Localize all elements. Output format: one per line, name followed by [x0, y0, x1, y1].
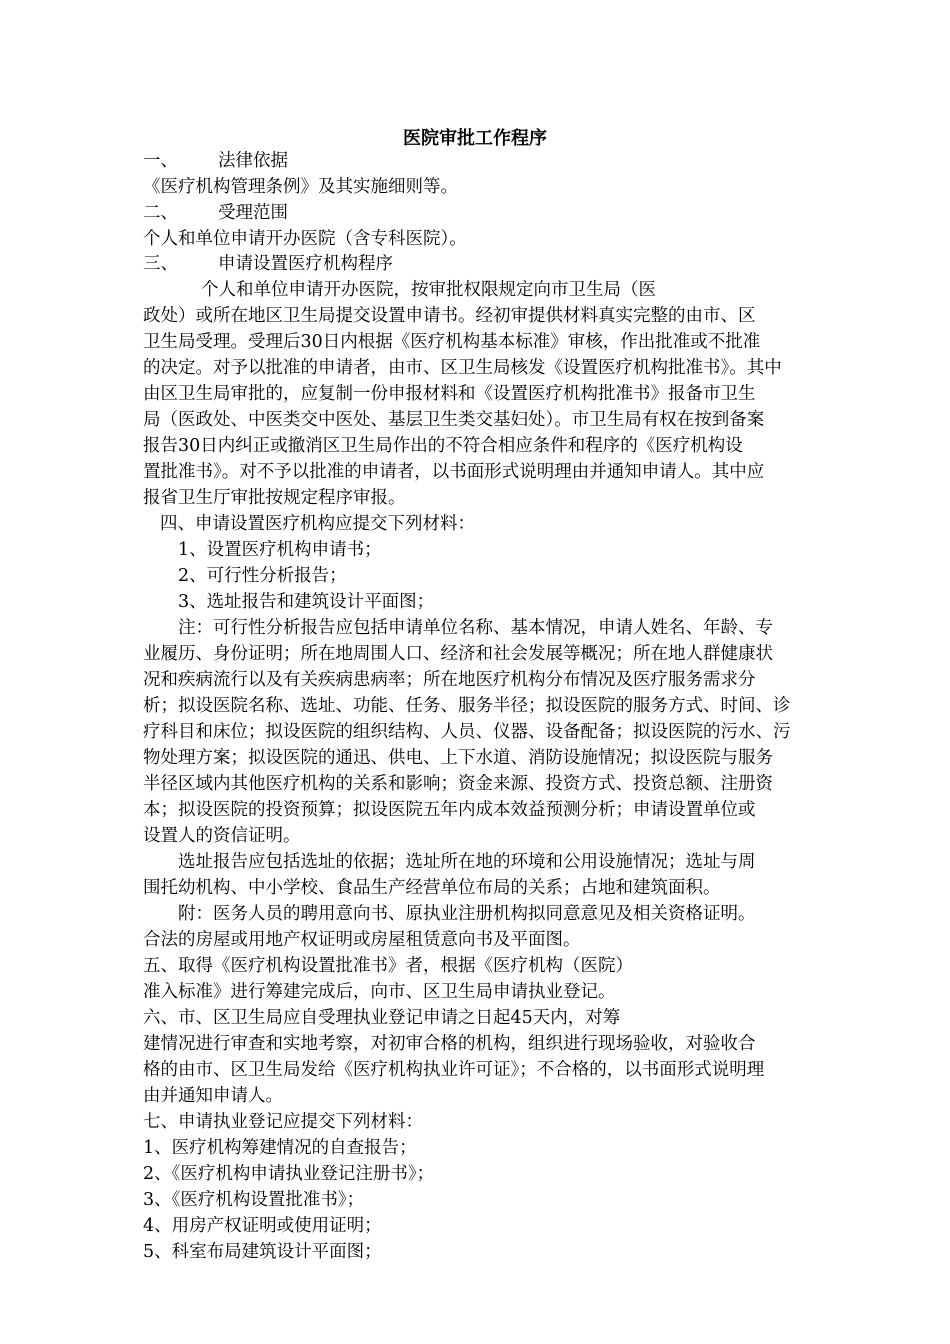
- section-3-heading: [143, 251, 393, 277]
- site-report-line: 选址报告应包括选址的依据；选址所在地的环境和公用设施情况；选址与周: [178, 852, 756, 872]
- document-title: 医院审批工作程序: [403, 128, 547, 149]
- section-7-item: 3、《医疗机构设置批准书》；: [143, 1190, 365, 1210]
- note-line: 本；拟设医院的投资预算；拟设医院五年内成本效益预测分析；申请设置单位或: [143, 800, 756, 820]
- section-2-number: 二、: [143, 203, 178, 223]
- section-3-line: 政处）或所在地区卫生局提交设置申请书。经初审提供材料真实完整的由市、区: [143, 306, 756, 326]
- section-7-item: 4、用房产权证明或使用证明；: [143, 1216, 382, 1236]
- section-1-heading: [143, 148, 288, 174]
- section-6-line: 建情况进行审查和实地考察，对初审合格的机构，组织进行现场验收，对验收合: [143, 1034, 756, 1054]
- section-3-line: 置批准书》。对不予以批准的申请者，以书面形式说明理由并通知申请人。其中应: [143, 462, 765, 482]
- section-1-text: 《医疗机构管理条例》及其实施细则等。: [143, 177, 458, 197]
- section-3-line: 的决定。对予以批准的申请者，由市、区卫生局核发《设置医疗机构批准书》。其中: [143, 358, 782, 378]
- note-line: 业履历、身份证明；所在地周围人口、经济和社会发展等概况；所在地人群健康状: [143, 644, 773, 664]
- section-4-heading: 四、申请设置医疗机构应提交下列材料：: [160, 514, 475, 534]
- section-7-item: 1、医疗机构筹建情况的自查报告；: [143, 1138, 417, 1158]
- section-3-line: 由区卫生局审批的，应复制一份申报材料和《设置医疗机构批准书》报备市卫生: [143, 384, 756, 404]
- section-5-line: 五、取得《医疗机构设置批准书》者，根据《医疗机构（医院）: [143, 956, 633, 976]
- note-line: 半径区域内其他医疗机构的关系和影响；资金来源、投资方式、投资总额、注册资: [143, 774, 773, 794]
- section-3-line: 局（医政处、中医类交中医处、基层卫生类交基妇处）。市卫生局有权在按到备案: [143, 410, 765, 430]
- section-4-item: 2、可行性分析报告；: [178, 566, 347, 586]
- section-4-item: 1、设置医疗机构申请书；: [178, 540, 382, 560]
- section-2-title: 受理范围: [218, 203, 288, 223]
- section-7-item: 5、科室布局建筑设计平面图；: [143, 1242, 382, 1262]
- section-6-line: 由并通知申请人。: [143, 1086, 283, 1106]
- site-report-line: 围托幼机构、中小学校、食品生产经营单位布局的关系；占地和建筑面积。: [143, 878, 721, 898]
- note-line: 况和疾病流行以及有关疾病患病率；所在地医疗机构分布情况及医疗服务需求分: [143, 670, 756, 690]
- note-line: 设置人的资信证明。: [143, 826, 301, 846]
- attachment-line: 合法的房屋或用地产权证明或房屋租赁意向书及平面图。: [143, 930, 581, 950]
- attachment-line: 附：医务人员的聘用意向书、原执业注册机构拟同意意见及相关资格证明。: [178, 904, 756, 924]
- section-2-heading: [143, 200, 288, 226]
- section-3-number: 三、: [143, 254, 178, 274]
- section-3-line: 报告30日内纠正或撤消区卫生局作出的不符合相应条件和程序的《医疗机构设: [143, 436, 743, 456]
- section-1-number: 一、: [143, 151, 178, 171]
- note-line: 疗科目和床位；拟设医院的组织结构、人员、仪器、设备配备；拟设医院的污水、污: [143, 722, 791, 742]
- note-line: 析；拟设医院名称、选址、功能、任务、服务半径；拟设医院的服务方式、时间、诊: [143, 696, 791, 716]
- section-4-item: 3、选址报告和建筑设计平面图；: [178, 592, 435, 612]
- section-6-line: 六、市、区卫生局应自受理执业登记申请之日起45天内，对筹: [143, 1008, 621, 1028]
- section-3-line: 个人和单位申请开办医院，按审批权限规定向市卫生局（医: [201, 280, 656, 300]
- section-2-text: 个人和单位申请开办医院（含专科医院）。: [143, 229, 467, 249]
- section-6-line: 格的由市、区卫生局发给《医疗机构执业许可证》；不合格的，以书面形式说明理: [143, 1060, 765, 1080]
- note-line: 物处理方案；拟设医院的通迅、供电、上下水道、消防设施情况；拟设医院与服务: [143, 748, 773, 768]
- section-3-line: 报省卫生厅审批按规定程序审报。: [143, 488, 406, 508]
- section-1-title: 法律依据: [218, 151, 288, 171]
- note-line: 注：可行性分析报告应包括申请单位名称、基本情况，申请人姓名、年龄、专: [178, 618, 773, 638]
- section-3-line: 卫生局受理。受理后30日内根据《医疗机构基本标准》审核，作出批准或不批准: [143, 332, 761, 352]
- section-5-line: 准入标准》进行筹建完成后，向市、区卫生局申请执业登记。: [143, 982, 616, 1002]
- section-3-title: 申请设置医疗机构程序: [218, 254, 393, 274]
- section-7-heading: 七、申请执业登记应提交下列材料：: [143, 1112, 423, 1132]
- section-7-item: 2、《医疗机构申请执业登记注册书》；: [143, 1164, 435, 1184]
